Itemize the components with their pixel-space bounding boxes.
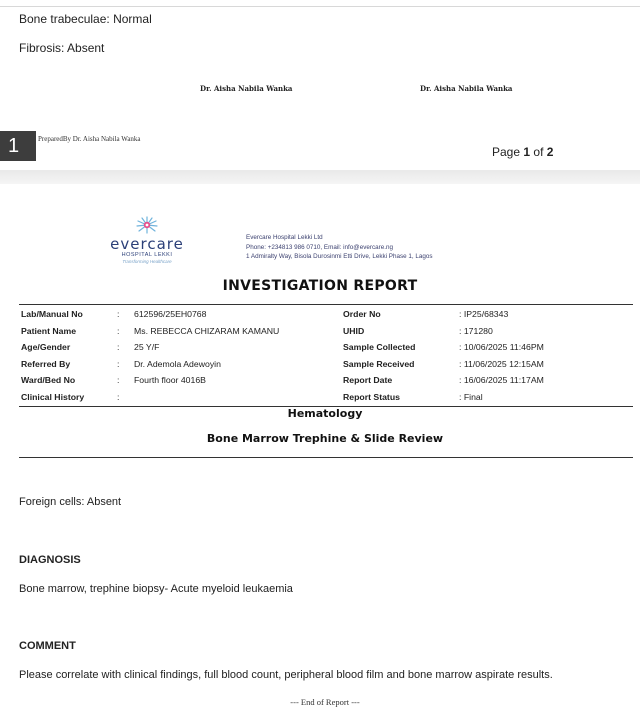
prepared-by: PreparedBy Dr. Aisha Nabila Wanka <box>38 135 141 143</box>
patient-name-value: Ms. REBECCA CHIZARAM KAMANU <box>134 325 280 336</box>
department-heading: Hematology <box>287 407 363 420</box>
colon: : <box>117 358 120 369</box>
hospital-logo <box>92 216 202 265</box>
diagnosis-text: Bone marrow, trephine biopsy- Acute myeloid leukaemia <box>19 583 293 595</box>
field-label: Report Date <box>343 375 393 385</box>
field-label: UHID <box>343 325 365 336</box>
colon: : <box>117 391 120 402</box>
foreign-cells-line: Foreign cells: Absent <box>19 496 122 508</box>
logo-wordmark: evercare <box>110 235 184 253</box>
clinical-history-value <box>134 389 279 406</box>
comment-text: Please correlate with clinical findings, full blood count, peripheral blood film and bone marrow aspirate results. <box>19 669 553 681</box>
title-rule <box>19 304 633 305</box>
page-gap <box>0 170 640 184</box>
colon: : <box>117 325 120 336</box>
field-label: Age/Gender <box>21 342 71 352</box>
colon: : <box>117 375 120 385</box>
uhid-value: : 171280 <box>459 325 493 336</box>
field-label: Sample Received <box>343 358 415 369</box>
page-1 <box>0 0 640 174</box>
referred-by-value: Dr. Ademola Adewoyin <box>134 358 221 369</box>
field-label: Lab/Manual No <box>21 309 83 319</box>
report-date-value: : 16/06/2025 11:17AM <box>459 375 544 385</box>
age-gender-value: 25 Y/F <box>134 342 160 352</box>
right-labels <box>343 306 415 405</box>
logo-tagline: Transforming Healthcare <box>122 259 172 264</box>
test-name-heading: Bone Marrow Trephine & Slide Review <box>206 432 444 445</box>
field-label: Ward/Bed No <box>21 375 76 385</box>
colon: : <box>117 342 120 352</box>
sample-received-value: : 11/06/2025 12:15AM <box>459 358 544 369</box>
page-divider <box>0 6 640 7</box>
address-line: 1 Admiralty Way, Bisola Durosinmi Etti Drive, Lekki Phase 1, Lagos <box>246 253 433 260</box>
logo-subtitle: HOSPITAL LEKKI <box>121 252 173 258</box>
signature-left: Dr. Aisha Nabila Wanka <box>200 84 293 93</box>
lab-number-value: 612596/25EH0768 <box>134 309 207 319</box>
org-name: Evercare Hospital Lekki Ltd <box>246 234 323 241</box>
left-values <box>134 306 279 405</box>
ward-bed-value: Fourth floor 4016B <box>134 375 206 385</box>
page-prefix: Page <box>492 145 521 159</box>
field-label: Sample Collected <box>343 342 416 352</box>
left-labels <box>21 306 84 405</box>
field-label: Clinical History <box>21 391 85 402</box>
logo-burst-icon <box>133 216 161 234</box>
fibrosis-line: Fibrosis: Absent <box>19 41 105 55</box>
page-counter <box>492 145 553 159</box>
colon: : <box>117 309 120 319</box>
page-total: 2 <box>546 145 554 159</box>
bone-trabeculae-line: Bone trabeculae: Normal <box>19 12 152 26</box>
right-values <box>459 306 544 405</box>
field-label: Report Status <box>343 391 400 402</box>
test-rule <box>19 457 633 458</box>
hospital-address-block <box>246 233 433 262</box>
contact-line: Phone: +234813 986 0710, Email: info@evercare.ng <box>246 243 393 251</box>
end-of-report: --- End of Report --- <box>290 697 360 707</box>
field-label: Order No <box>343 309 381 319</box>
page-current: 1 <box>523 145 531 159</box>
comment-heading: COMMENT <box>19 640 76 652</box>
page-of-word: of <box>533 145 544 159</box>
report-title: INVESTIGATION REPORT <box>222 278 418 294</box>
report-status-value: : Final <box>459 391 483 402</box>
order-no-value: : IP25/68343 <box>459 309 509 319</box>
signature-right: Dr. Aisha Nabila Wanka <box>420 84 513 93</box>
field-label: Referred By <box>21 358 71 369</box>
left-colons <box>117 306 119 405</box>
sample-collected-value: : 10/06/2025 11:46PM <box>459 342 544 352</box>
page-number-badge[interactable]: 1 <box>0 131 36 161</box>
diagnosis-heading: DIAGNOSIS <box>19 554 81 566</box>
field-label: Patient Name <box>21 325 77 336</box>
